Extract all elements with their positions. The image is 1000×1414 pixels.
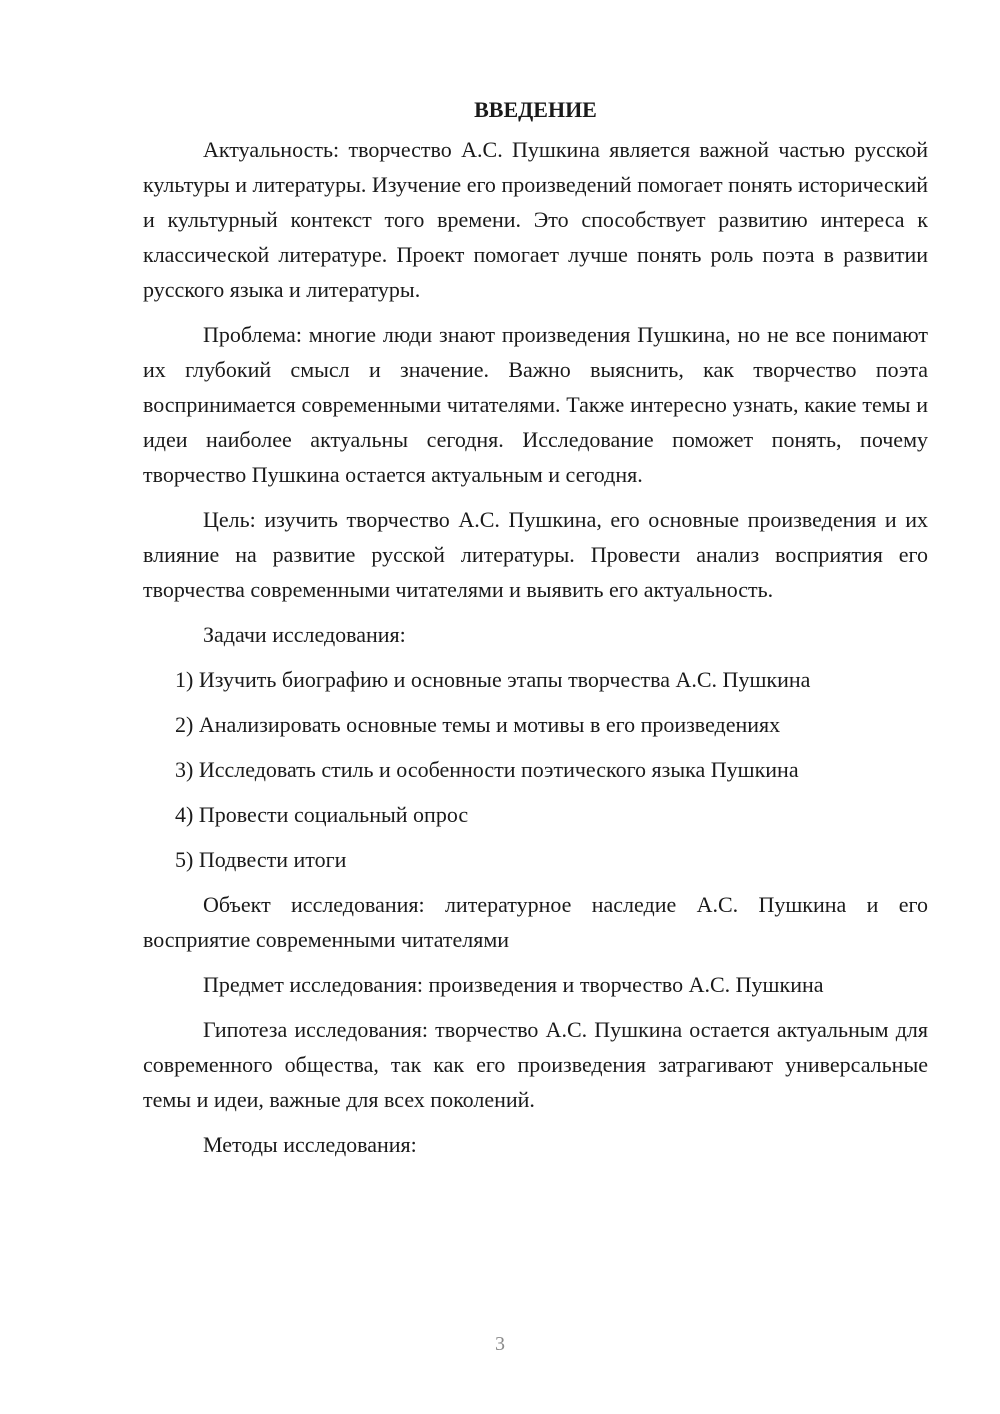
problem-paragraph: Проблема: многие люди знают произведения Пушкина, но не все понимают их глубокий смысл и значение. Важно выяснить, как творчество поэта воспринимается современными читателями. Также интересно узнать, какие темы и идеи наиболее актуальны сегодня. Исследование поможет понять, почему творчество Пушкина остается актуальным и сегодня. <box>143 322 928 487</box>
goal-paragraph: Цель: изучить творчество А.С. Пушкина, его основные произведения и их влияние на развитие русской литературы. Провести анализ восприятия его творчества современными читателями и выявить его актуальность. <box>143 507 928 602</box>
list-item: 3) Исследовать стиль и особенности поэтического языка Пушкина <box>175 757 799 782</box>
tasks-title: Задачи исследования: <box>203 622 406 647</box>
hypothesis-paragraph: Гипотеза исследования: творчество А.С. Пушкина остается актуальным для современного общества, так как его произведения затрагивают универсальные темы и идеи, важные для всех поколений. <box>143 1017 928 1112</box>
page-title: ВВЕДЕНИЕ <box>474 97 597 122</box>
list-item: 1) Изучить биографию и основные этапы творчества А.С. Пушкина <box>175 667 811 692</box>
page-content <box>143 92 928 1172</box>
page-number: 3 <box>495 1333 505 1355</box>
subject-paragraph: Предмет исследования: произведения и творчество А.С. Пушкина <box>203 972 824 997</box>
list-item: 4) Провести социальный опрос <box>175 802 469 827</box>
methods-title: Методы исследования: <box>203 1132 417 1157</box>
list-item: 5) Подвести итоги <box>175 847 347 872</box>
list-item: 2) Анализировать основные темы и мотивы в его произведениях <box>175 712 781 737</box>
relevance-paragraph: Актуальность: творчество А.С. Пушкина является важной частью русской культуры и литературы. Изучение его произведений помогает понять исторический и культурный контекст того времени. Это способствует развитию интереса к классической литературе. Проект помогает лучше понять роль поэта в развитии русского языка и литературы. <box>143 137 928 302</box>
object-paragraph: Объект исследования: литературное наследие А.С. Пушкина и его восприятие современными читателями <box>143 892 928 952</box>
